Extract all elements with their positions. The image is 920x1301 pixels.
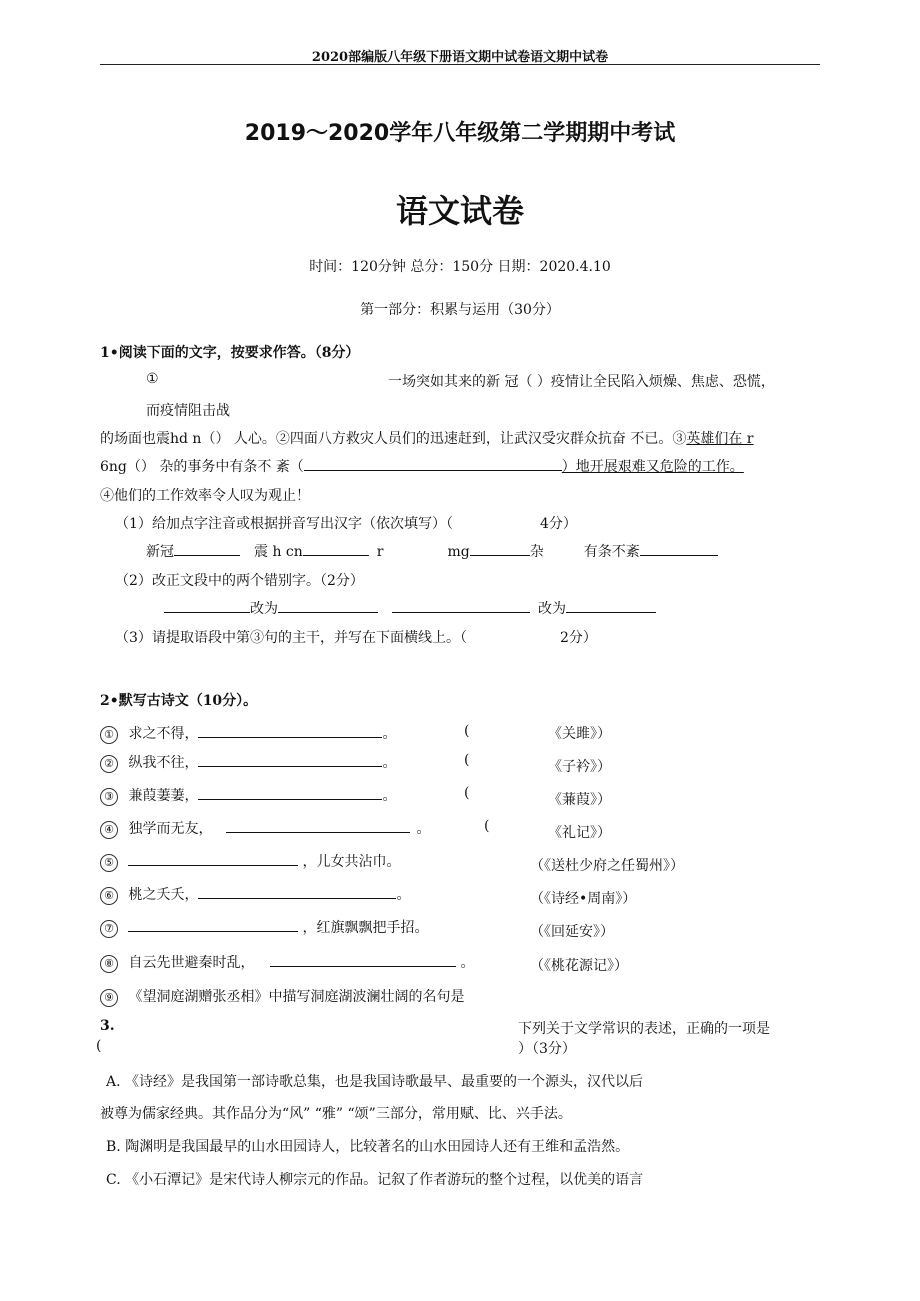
blank-zhen[interactable] bbox=[303, 541, 369, 556]
poem-text-9: 《望洞庭湖赠张丞相》中描写洞庭湖波澜壮阔的名句是 bbox=[128, 989, 465, 1005]
q1-p2 bbox=[100, 428, 754, 448]
fix-char-2-blank[interactable] bbox=[566, 598, 656, 613]
header-rule bbox=[100, 64, 820, 65]
poem-line-7 bbox=[100, 917, 428, 938]
fix-char-1-blank[interactable] bbox=[278, 598, 378, 613]
q2-heading: 2•默写古诗文（10分）。 bbox=[100, 693, 258, 709]
poem-marker-5: ⑤ bbox=[100, 854, 118, 872]
poem-line-3 bbox=[100, 785, 396, 806]
item-mg: mg bbox=[447, 544, 470, 560]
q1-sub3-num: （3） bbox=[115, 630, 152, 646]
poem-end-4: 。 bbox=[416, 821, 431, 837]
poem-text-7: ，红旗飘飘把手招。 bbox=[302, 920, 429, 936]
poem-text-8: 自云先世避秦时乱， bbox=[128, 955, 255, 971]
q1-sub1-num: （1） bbox=[115, 516, 152, 532]
poem-text-4: 独学而无友， bbox=[128, 821, 213, 837]
poem-source-5: （《送杜少府之任蜀州》） bbox=[530, 858, 684, 874]
poem-source-8: （《桃花源记》） bbox=[530, 958, 628, 974]
q1-p3-blank[interactable] bbox=[304, 456, 562, 471]
q1-sub3-score: 2分） bbox=[560, 630, 597, 646]
poem-marker-9: ⑨ bbox=[100, 989, 118, 1007]
poem-marker-1: ① bbox=[100, 726, 118, 744]
poem-end-6: 。 bbox=[396, 887, 411, 903]
q1-p4: ④他们的工作效率令人叹为观止！ bbox=[100, 488, 310, 504]
poem-marker-2: ② bbox=[100, 755, 118, 773]
q3-question: 下列关于文学常识的表述，正确的一项是 bbox=[518, 1021, 770, 1037]
q1-p2-text: 的场面也震hd n（） 人心。②四面八方救灾人员们的迅速赶到，让武汉受灾群众抗奋 不已。③ bbox=[100, 431, 687, 447]
poem-marker-3: ③ bbox=[100, 788, 118, 806]
poem-blank-4[interactable] bbox=[226, 818, 410, 833]
poem-line-9 bbox=[100, 986, 464, 1007]
q1-p3-b: ）地开展艰难又危险的工作。 bbox=[561, 459, 744, 475]
exam-title: 2019～2020学年八年级第二学期期中考试 bbox=[244, 121, 676, 146]
poem-source-4: 《礼记》） bbox=[548, 825, 611, 841]
poem-source-1: 《关雎》） bbox=[548, 726, 611, 742]
q1-sub1-row bbox=[146, 541, 718, 561]
poem-paren-1: ( bbox=[464, 723, 470, 739]
poem-end-3: 。 bbox=[382, 788, 397, 804]
blank-xinguan[interactable] bbox=[174, 541, 240, 556]
q1-sub2-num: （2） bbox=[115, 573, 152, 589]
poem-source-2: 《子衿》） bbox=[548, 759, 611, 775]
blank-mg[interactable] bbox=[470, 541, 530, 556]
q1-p2-tail: 英雄们在 r bbox=[686, 431, 754, 447]
item-zhen: 震 h cn bbox=[254, 544, 303, 560]
poem-line-2 bbox=[100, 752, 396, 773]
poem-text-5: ，儿女共沾巾。 bbox=[302, 854, 401, 870]
q3-option-b: B. 陶渊明是我国最早的山水田园诗人，比较著名的山水田园诗人还有王维和孟浩然。 bbox=[106, 1139, 630, 1155]
q1-p3 bbox=[100, 456, 744, 476]
poem-source-6: （《诗经•周南》） bbox=[530, 891, 637, 907]
q1-sub3-text: 请提取语段中第③句的主干，并写在下面横线上。（ bbox=[152, 630, 467, 646]
poem-line-5 bbox=[100, 851, 400, 872]
item-youtiao: 有条不紊 bbox=[583, 544, 640, 560]
poem-text-2: 纵我不往， bbox=[128, 755, 199, 771]
q1-sub1-score: 4分） bbox=[540, 516, 577, 532]
q3-option-a-line1: A. 《诗经》是我国第一部诗歌总集，也是我国诗歌最早、最重要的一个源头，汉代以后 bbox=[106, 1074, 644, 1090]
q3-option-c: C. 《小石潭记》是宋代诗人柳宗元的作品。记叙了作者游玩的整个过程，以优美的语言 bbox=[106, 1172, 644, 1188]
poem-end-1: 。 bbox=[382, 726, 397, 742]
poem-text-6: 桃之夭夭， bbox=[128, 887, 199, 903]
q3-close-paren: ）（3分） bbox=[518, 1041, 576, 1057]
q1-p1-cont: 而疫情阻击战 bbox=[146, 403, 230, 419]
wrong-char-2-blank[interactable] bbox=[392, 598, 530, 613]
poem-line-8 bbox=[100, 952, 474, 973]
poem-end-8: 。 bbox=[460, 955, 475, 971]
q3-open-paren: ( bbox=[96, 1038, 102, 1054]
poem-source-3: 《蒹葭》） bbox=[548, 792, 611, 808]
poem-blank-5[interactable] bbox=[128, 851, 298, 866]
q1-heading: 1•阅读下面的文字，按要求作答。（8分） bbox=[100, 345, 360, 361]
poem-marker-4: ④ bbox=[100, 821, 118, 839]
poem-source-7: （《回延安》） bbox=[530, 924, 614, 940]
poem-line-4 bbox=[100, 818, 430, 839]
q1-sub2-row bbox=[164, 598, 656, 618]
wrong-char-1-blank[interactable] bbox=[164, 598, 250, 613]
poem-text-1: 求之不得， bbox=[128, 726, 199, 742]
q1-p1-text: 一场突如其来的新 冠（ ）疫情让全民陷入烦燥、焦虑、恐慌， bbox=[388, 374, 775, 390]
q1-sub2-text: 改正文段中的两个错别字。（2分） bbox=[152, 573, 364, 589]
poem-marker-6: ⑥ bbox=[100, 887, 118, 905]
exam-info: 时间：120分钟 总分：150分 日期：2020.4.10 bbox=[309, 259, 611, 275]
blank-youtiao[interactable] bbox=[640, 541, 718, 556]
poem-line-1 bbox=[100, 723, 396, 744]
part-heading: 第一部分：积累与运用（30分） bbox=[360, 302, 560, 318]
item-za: 杂 bbox=[529, 544, 544, 560]
q3-num: 3. bbox=[100, 1018, 115, 1034]
poem-blank-7[interactable] bbox=[128, 917, 298, 932]
poem-paren-3: ( bbox=[464, 785, 470, 801]
item-xinguan: 新冠 bbox=[146, 544, 174, 560]
item-r: r bbox=[376, 544, 384, 560]
fix-label-1: 改为 bbox=[250, 601, 278, 617]
q1-p3-a: 6ng（） 杂的事务中有条不 紊（ bbox=[100, 459, 304, 475]
poem-marker-7: ⑦ bbox=[100, 920, 118, 938]
poem-blank-3[interactable] bbox=[198, 785, 382, 800]
q1-p1-marker: ① bbox=[146, 371, 159, 387]
poem-paren-4: ( bbox=[484, 818, 490, 834]
poem-blank-8[interactable] bbox=[270, 952, 456, 967]
fix-label-2: 改为 bbox=[538, 601, 566, 617]
poem-end-2: 。 bbox=[382, 755, 397, 771]
poem-marker-8: ⑧ bbox=[100, 955, 118, 973]
poem-blank-1[interactable] bbox=[198, 723, 382, 738]
poem-line-6 bbox=[100, 884, 410, 905]
poem-paren-2: ( bbox=[464, 752, 470, 768]
poem-text-3: 兼葭萋萋， bbox=[128, 788, 199, 804]
q3-option-a-line2: 被尊为儒家经典。其作品分为“风” “雅” “颂”三部分，常用赋、比、兴手法。 bbox=[100, 1106, 572, 1122]
q1-sub1-text: 给加点字注音或根据拼音写出汉字（依次填写）（ bbox=[152, 516, 453, 532]
poem-blank-2[interactable] bbox=[198, 752, 382, 767]
paper-title: 语文试卷 bbox=[395, 192, 524, 230]
poem-blank-6[interactable] bbox=[198, 884, 396, 899]
page-header: 2020部编版八年级下册语文期中试卷语文期中试卷 bbox=[311, 50, 609, 65]
